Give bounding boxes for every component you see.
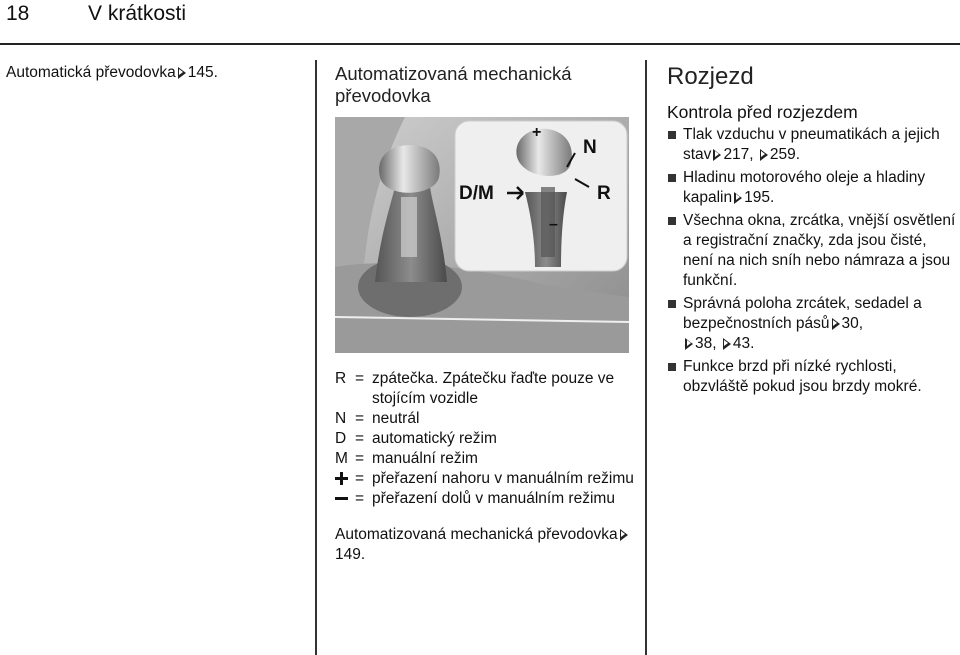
reference-page[interactable]: 30, [841, 315, 864, 332]
section-title: Automatizovaná mechanická převodovka [335, 63, 572, 106]
list-item [667, 211, 960, 291]
r-label: R [597, 183, 611, 204]
minus-label: – [549, 216, 558, 233]
legend-key: R [335, 370, 347, 387]
plus-label: + [532, 124, 542, 141]
column-left [6, 63, 306, 83]
page-reference-arrow-icon [724, 339, 731, 349]
dm-label: D/M [459, 183, 494, 204]
page-reference-arrow-icon [833, 319, 840, 329]
chapter-title: V krátkosti [88, 2, 187, 25]
list-item-text [683, 168, 960, 208]
list-item-text [683, 125, 960, 165]
minus-icon [335, 492, 348, 505]
legend-equals: = [355, 490, 365, 507]
reference-page[interactable]: 217, [723, 146, 754, 163]
reference-text: Automatizovaná mechanická převodovka [335, 526, 618, 543]
bullet-square-icon [667, 125, 683, 165]
legend-equals: = [355, 410, 365, 427]
page-reference-arrow-icon [714, 150, 721, 160]
reference-text: Automatická převodovka [6, 64, 176, 81]
legend-equals: = [355, 370, 365, 387]
reference-page[interactable]: 149. [335, 546, 366, 563]
n-label: N [583, 137, 597, 158]
page-reference-arrow-icon [179, 68, 186, 78]
legend-row-minus [335, 489, 635, 509]
gear-selector-illustration [335, 117, 629, 353]
legend-text: přeřazení nahoru v manuálním režimu [372, 470, 634, 487]
legend-text: zpátečka. Zpátečku řaďte pouze ve stojícím vozidle [372, 370, 615, 407]
legend-key: M [335, 450, 348, 467]
legend-text: neutrál [372, 410, 420, 427]
item-text: Hladinu motorového oleje a hladiny kapalin [683, 169, 926, 206]
legend-equals: = [355, 450, 365, 467]
legend-text: manuální režim [372, 450, 478, 467]
cross-reference [6, 63, 306, 83]
column-divider [315, 60, 317, 655]
legend-equals: = [355, 470, 365, 487]
list-item-text: Všechna okna, zrcátka, vnější osvětlení a registrační značky, zda jsou čisté, není na nich sníh nebo námraza a jsou funkční. [683, 212, 956, 289]
legend-row-r [335, 369, 635, 409]
plus-icon [335, 472, 348, 485]
page-reference-arrow-icon [686, 339, 693, 349]
legend-row-d [335, 429, 635, 449]
bullet-square-icon [667, 294, 683, 354]
column-middle [335, 63, 635, 565]
reference-page[interactable]: 38, [695, 335, 717, 352]
legend-key [335, 469, 355, 489]
page-reference-arrow-icon [735, 193, 742, 203]
item-text: Správná poloha zrcátek, sedadel a bezpečnostních pásů [683, 295, 922, 332]
header-divider [0, 43, 960, 45]
gear-legend [335, 369, 635, 509]
page-header [0, 0, 960, 45]
page-reference-arrow-icon [761, 150, 768, 160]
list-item-text: Funkce brzd při nízké rychlosti, obzvláště pokud jsou brzdy mokré. [683, 358, 922, 395]
legend-text: automatický režim [372, 430, 497, 447]
legend-text: přeřazení dolů v manuálním režimu [372, 490, 615, 507]
section-title: Rozjezd [667, 63, 754, 90]
column-divider [645, 60, 647, 655]
legend-key: D [335, 430, 347, 447]
reference-page[interactable]: 195. [744, 189, 775, 206]
legend-row-m [335, 449, 635, 469]
legend-row-n [335, 409, 635, 429]
legend-equals: = [355, 430, 365, 447]
bullet-square-icon [667, 168, 683, 208]
legend-row-plus [335, 469, 635, 489]
subsection-title: Kontrola před rozjezdem [667, 102, 858, 122]
column-right [667, 63, 960, 400]
reference-page[interactable]: 145. [187, 64, 218, 81]
legend-key [335, 489, 355, 509]
item-text: Tlak vzduchu v pneumatikách a jejich stav [683, 126, 940, 163]
page-reference-arrow-icon [621, 530, 628, 540]
list-item-text [683, 294, 960, 354]
cross-reference [335, 525, 635, 565]
page-number: 18 [6, 2, 30, 25]
legend-key: N [335, 410, 347, 427]
list-item [667, 168, 960, 208]
list-item [667, 294, 960, 354]
bullet-square-icon [667, 211, 683, 291]
bullet-square-icon [667, 357, 683, 397]
gear-selector-drawing [335, 117, 629, 353]
list-item [667, 357, 960, 397]
reference-page[interactable]: 259. [769, 146, 801, 163]
checklist [667, 125, 960, 397]
reference-page[interactable]: 43. [732, 335, 755, 352]
list-item [667, 125, 960, 165]
